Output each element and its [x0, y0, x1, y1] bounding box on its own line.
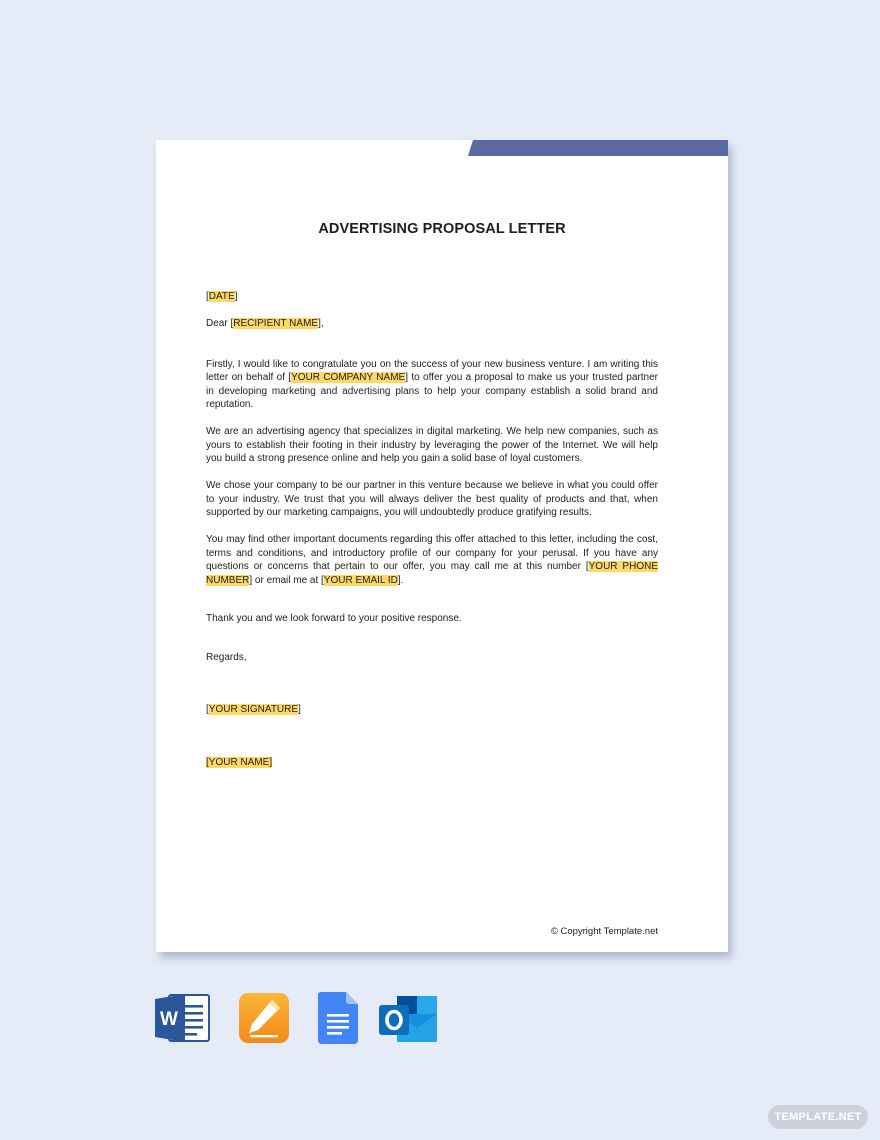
paragraph-partner: We chose your company to be our partner in this venture because we believe in what you could offer to your industry. We trust that you will always deliver the best quality of products and that, when supported by our marketing campaigns, you will undoubtedly produce gratifying results. — [206, 480, 658, 518]
signature-placeholder: YOUR SIGNATURE — [208, 704, 299, 715]
apple-pages-icon[interactable] — [238, 992, 290, 1044]
microsoft-outlook-icon[interactable] — [379, 994, 439, 1044]
name-line — [206, 756, 658, 770]
greeting-line: Dear [RECIPIENT NAME], — [206, 318, 324, 329]
recipient-placeholder: RECIPIENT NAME — [233, 318, 319, 329]
microsoft-word-icon[interactable] — [155, 992, 211, 1044]
document-title: ADVERTISING PROPOSAL LETTER — [318, 221, 566, 237]
name-placeholder: [YOUR NAME] — [206, 756, 273, 768]
copyright-text: © Copyright Template.net — [550, 926, 658, 937]
corner-accent-band — [468, 140, 728, 156]
google-docs-icon[interactable] — [318, 992, 358, 1044]
email-placeholder: YOUR EMAIL ID — [323, 574, 398, 586]
template-net-watermark[interactable]: TEMPLATE.NET — [768, 1105, 868, 1129]
letter-body — [206, 290, 658, 769]
document-page — [156, 140, 728, 952]
thanks-line: Thank you and we look forward to your positive response. — [206, 613, 462, 624]
paragraph-congratulations: Firstly, I would like to congratulate you on the success of your new business venture. I am writing this letter on behalf of [YOUR COMPANY NAME] to offer you a proposal to make us your trusted partner in developing marketing and advertising plans to help your company establish a solid brand and reputation. — [206, 358, 658, 410]
paragraph-agency: We are an advertising agency that specializes in digital marketing. We help new companies, such as yours to establish their footing in their industry by leveraging the power of the Internet. We will help you build a strong presence online and help you gain a solid base of loyal customers. — [206, 426, 658, 464]
company-placeholder: YOUR COMPANY NAME — [291, 372, 406, 383]
svg-text:W: W — [160, 1009, 178, 1030]
paragraph-documents: You may find other important documents regarding this offer attached to this letter, including the cost, terms and conditions, and introductory profile of our company for your perusal. If you have any questions or concerns that pertain to our offer, you may call me at this number [YOUR PHONE NUMBER] or email me at [YOUR EMAIL ID]. — [206, 534, 658, 586]
date-line: [DATE] — [206, 291, 238, 302]
phone-placeholder: YOUR PHONE NUMBER — [206, 561, 658, 586]
regards-line: Regards, — [206, 651, 247, 663]
signature-line: [YOUR SIGNATURE] — [206, 704, 301, 715]
date-placeholder: DATE — [208, 291, 235, 302]
